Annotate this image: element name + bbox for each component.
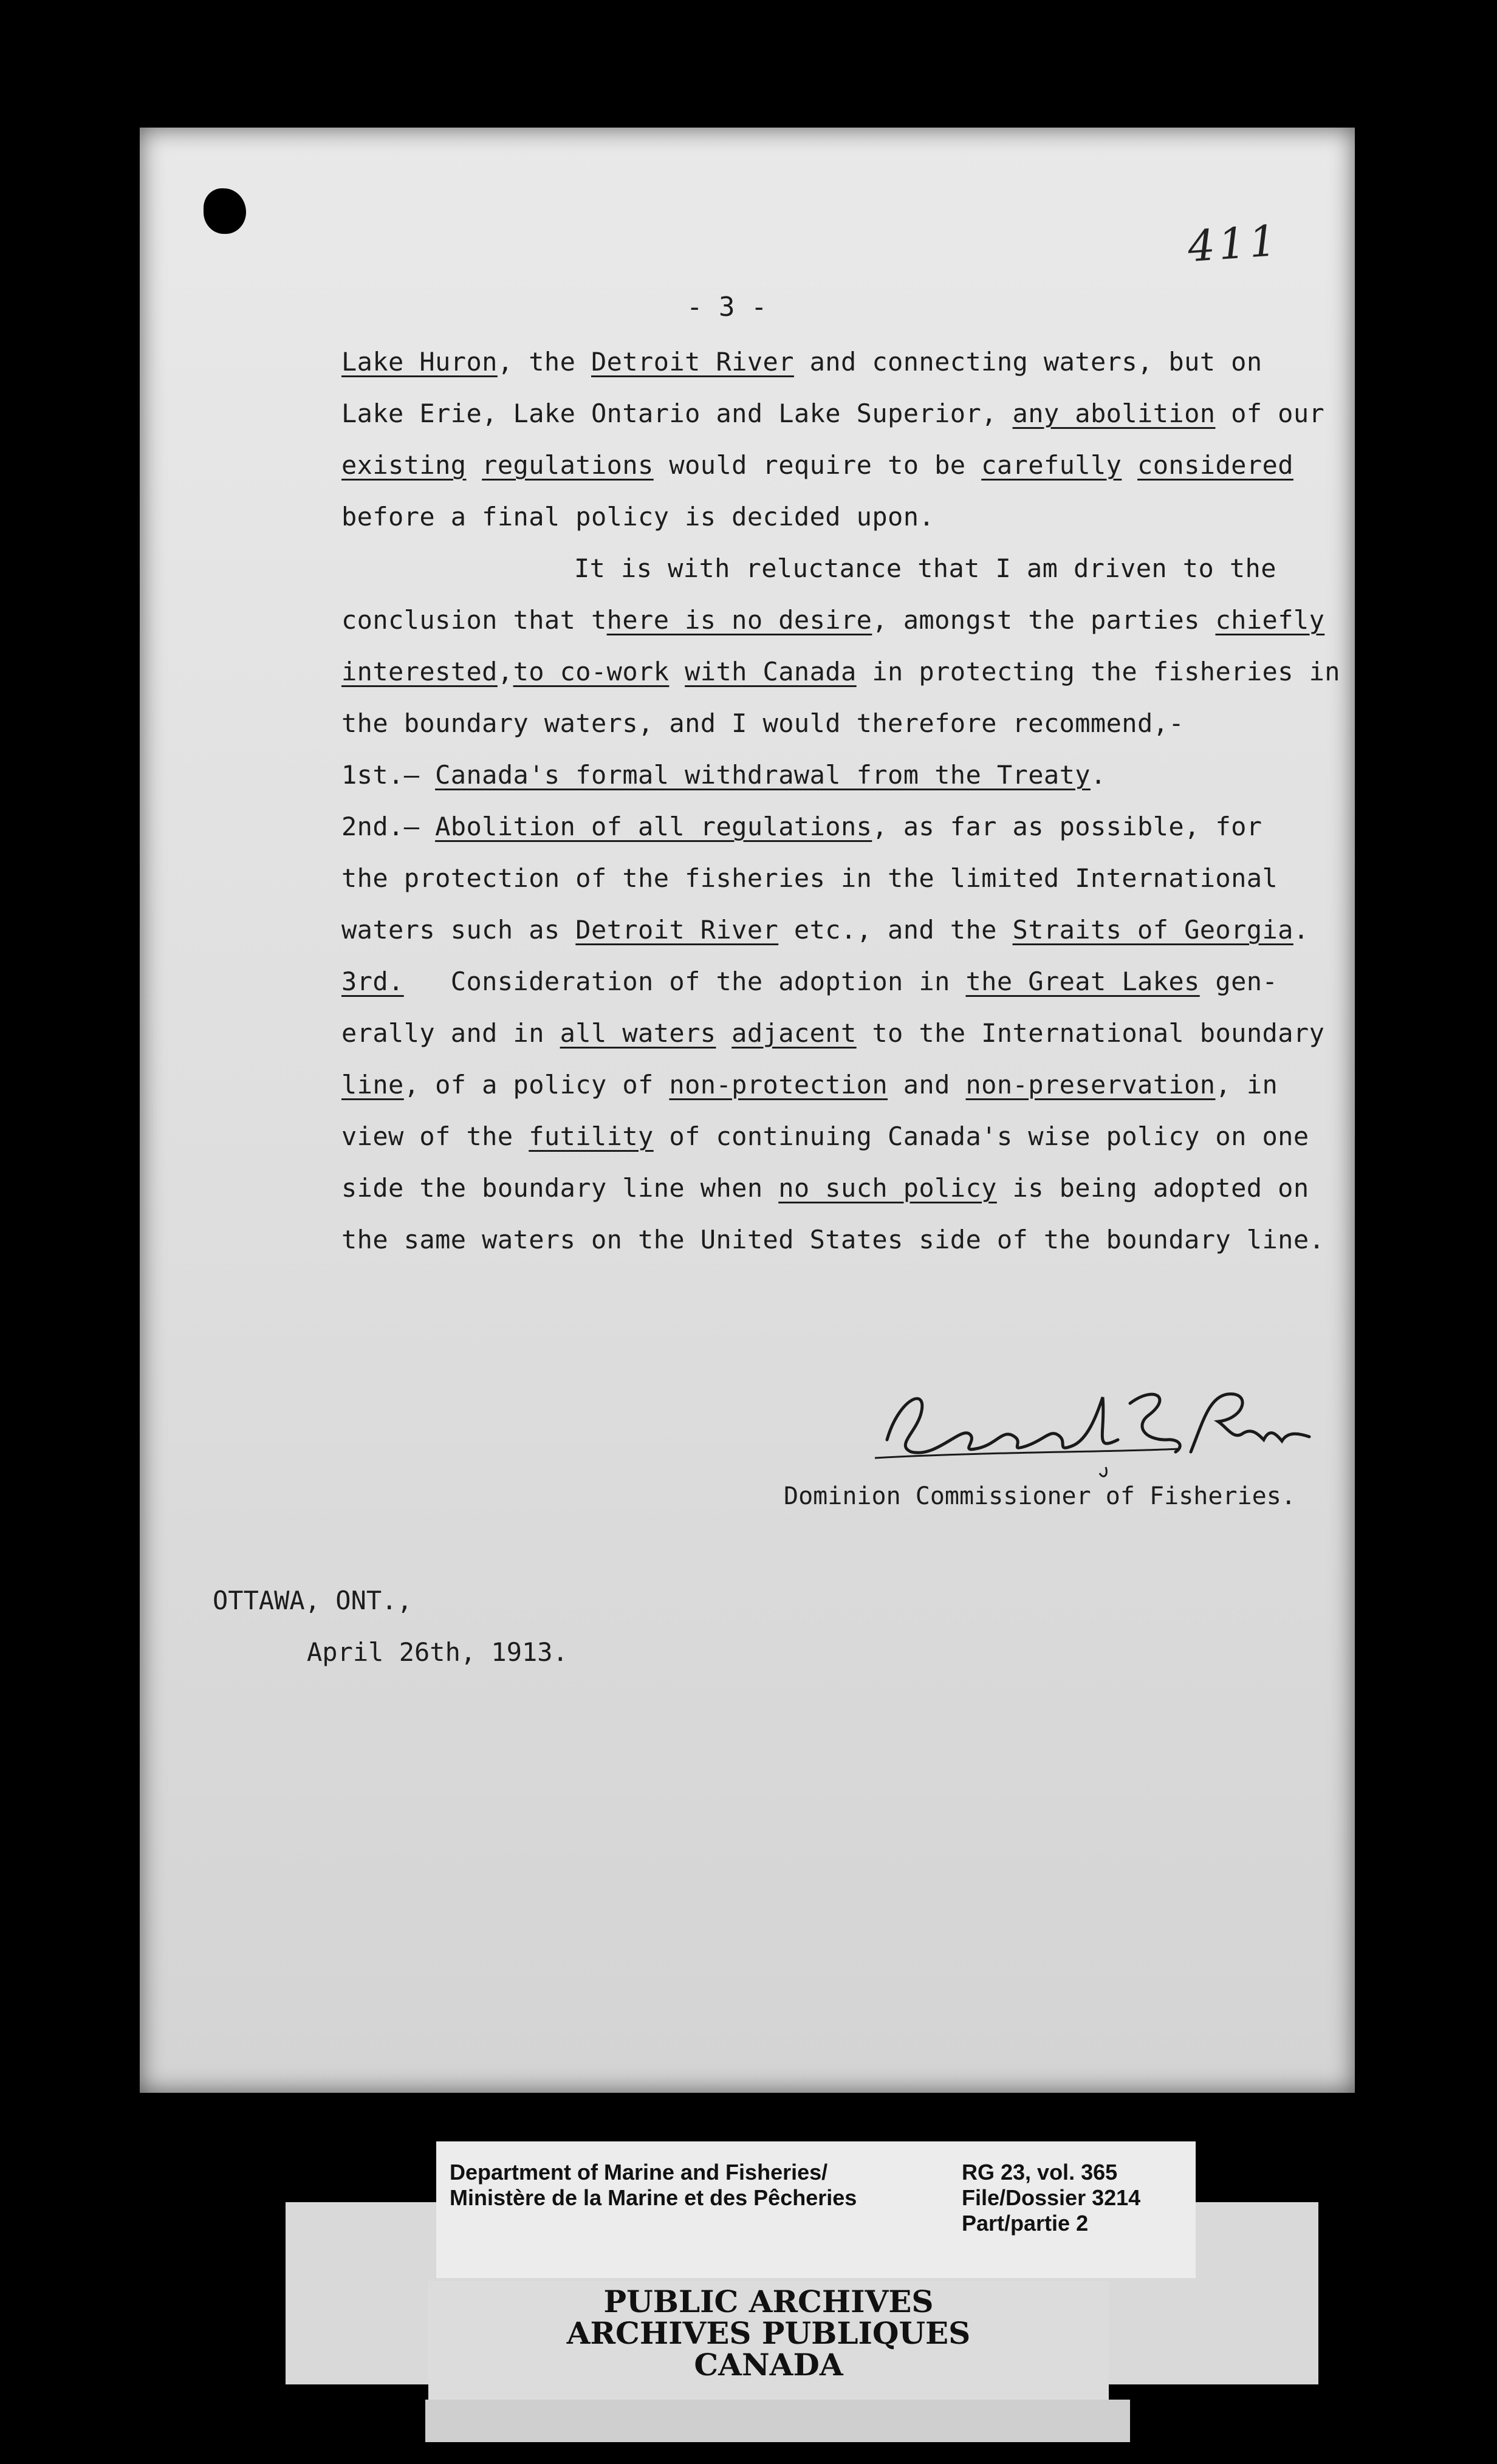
bottom-band — [425, 2400, 1130, 2442]
stamp-line-2: ARCHIVES PUBLIQUES — [566, 2315, 971, 2351]
text-line: 3rd. Consideration of the adoption in the Great Lakes gen- — [341, 967, 1278, 996]
handwritten-signature — [863, 1361, 1318, 1482]
text-line: line, of a policy of non-protection and non-preservation, in — [341, 1070, 1278, 1100]
date-line: April 26th, 1913. — [307, 1637, 568, 1667]
record-group: RG 23, vol. 365 — [962, 2160, 1118, 2185]
text-line: erally and in all waters adjacent to the International boundary — [341, 1018, 1325, 1048]
stamp-line-3: CANADA — [694, 2347, 843, 2383]
text-line: the same waters on the United States side of the boundary line. — [341, 1225, 1325, 1254]
text-line: Lake Erie, Lake Ontario and Lake Superior, any abolition of our — [341, 399, 1325, 428]
text-line: conclusion that there is no desire, amongst the parties chiefly — [341, 605, 1325, 635]
text-line: before a final policy is decided upon. — [341, 502, 935, 532]
archive-stamp — [428, 2281, 1109, 2401]
page-marker: - 3 - — [687, 292, 767, 323]
text-line: It is with reluctance that I am driven to the — [574, 553, 1276, 583]
text-line: 2nd.— Abolition of all regulations, as far as possible, for — [341, 812, 1262, 841]
stamp-line-1: PUBLIC ARCHIVES — [603, 2284, 934, 2319]
text-line: the protection of the fisheries in the limited International — [341, 863, 1278, 893]
text-line: existing regulations would require to be carefully considered — [341, 450, 1293, 480]
punch-hole — [204, 188, 246, 234]
file-number: File/Dossier 3214 — [962, 2185, 1141, 2210]
text-line: the boundary waters, and I would therefore recommend,- — [341, 708, 1185, 738]
signatory-title: Dominion Commissioner of Fisheries. — [784, 1482, 1296, 1510]
archive-reference — [962, 2160, 1140, 2236]
text-line: interested,to co-work with Canada in protecting the fisheries in — [341, 657, 1340, 686]
archive-reference-card — [436, 2141, 1196, 2278]
handwritten-page-number: 411 — [1186, 215, 1282, 272]
text-line: view of the futility of continuing Canada's wise policy on one — [341, 1121, 1309, 1151]
part-number: Part/partie 2 — [962, 2211, 1089, 2236]
place-line: OTTAWA, ONT., — [213, 1586, 413, 1615]
archive-department — [450, 2160, 857, 2211]
department-fr: Ministère de la Marine et des Pêcheries — [450, 2185, 857, 2210]
department-en: Department of Marine and Fisheries/ — [450, 2160, 828, 2185]
text-line: waters such as Detroit River etc., and the Straits of Georgia. — [341, 915, 1309, 945]
text-line: Lake Huron, the Detroit River and connecting waters, but on — [341, 347, 1262, 377]
text-line: side the boundary line when no such policy is being adopted on — [341, 1173, 1309, 1203]
text-line: 1st.— Canada's formal withdrawal from the Treaty. — [341, 760, 1106, 790]
signature-graphic — [863, 1361, 1318, 1482]
